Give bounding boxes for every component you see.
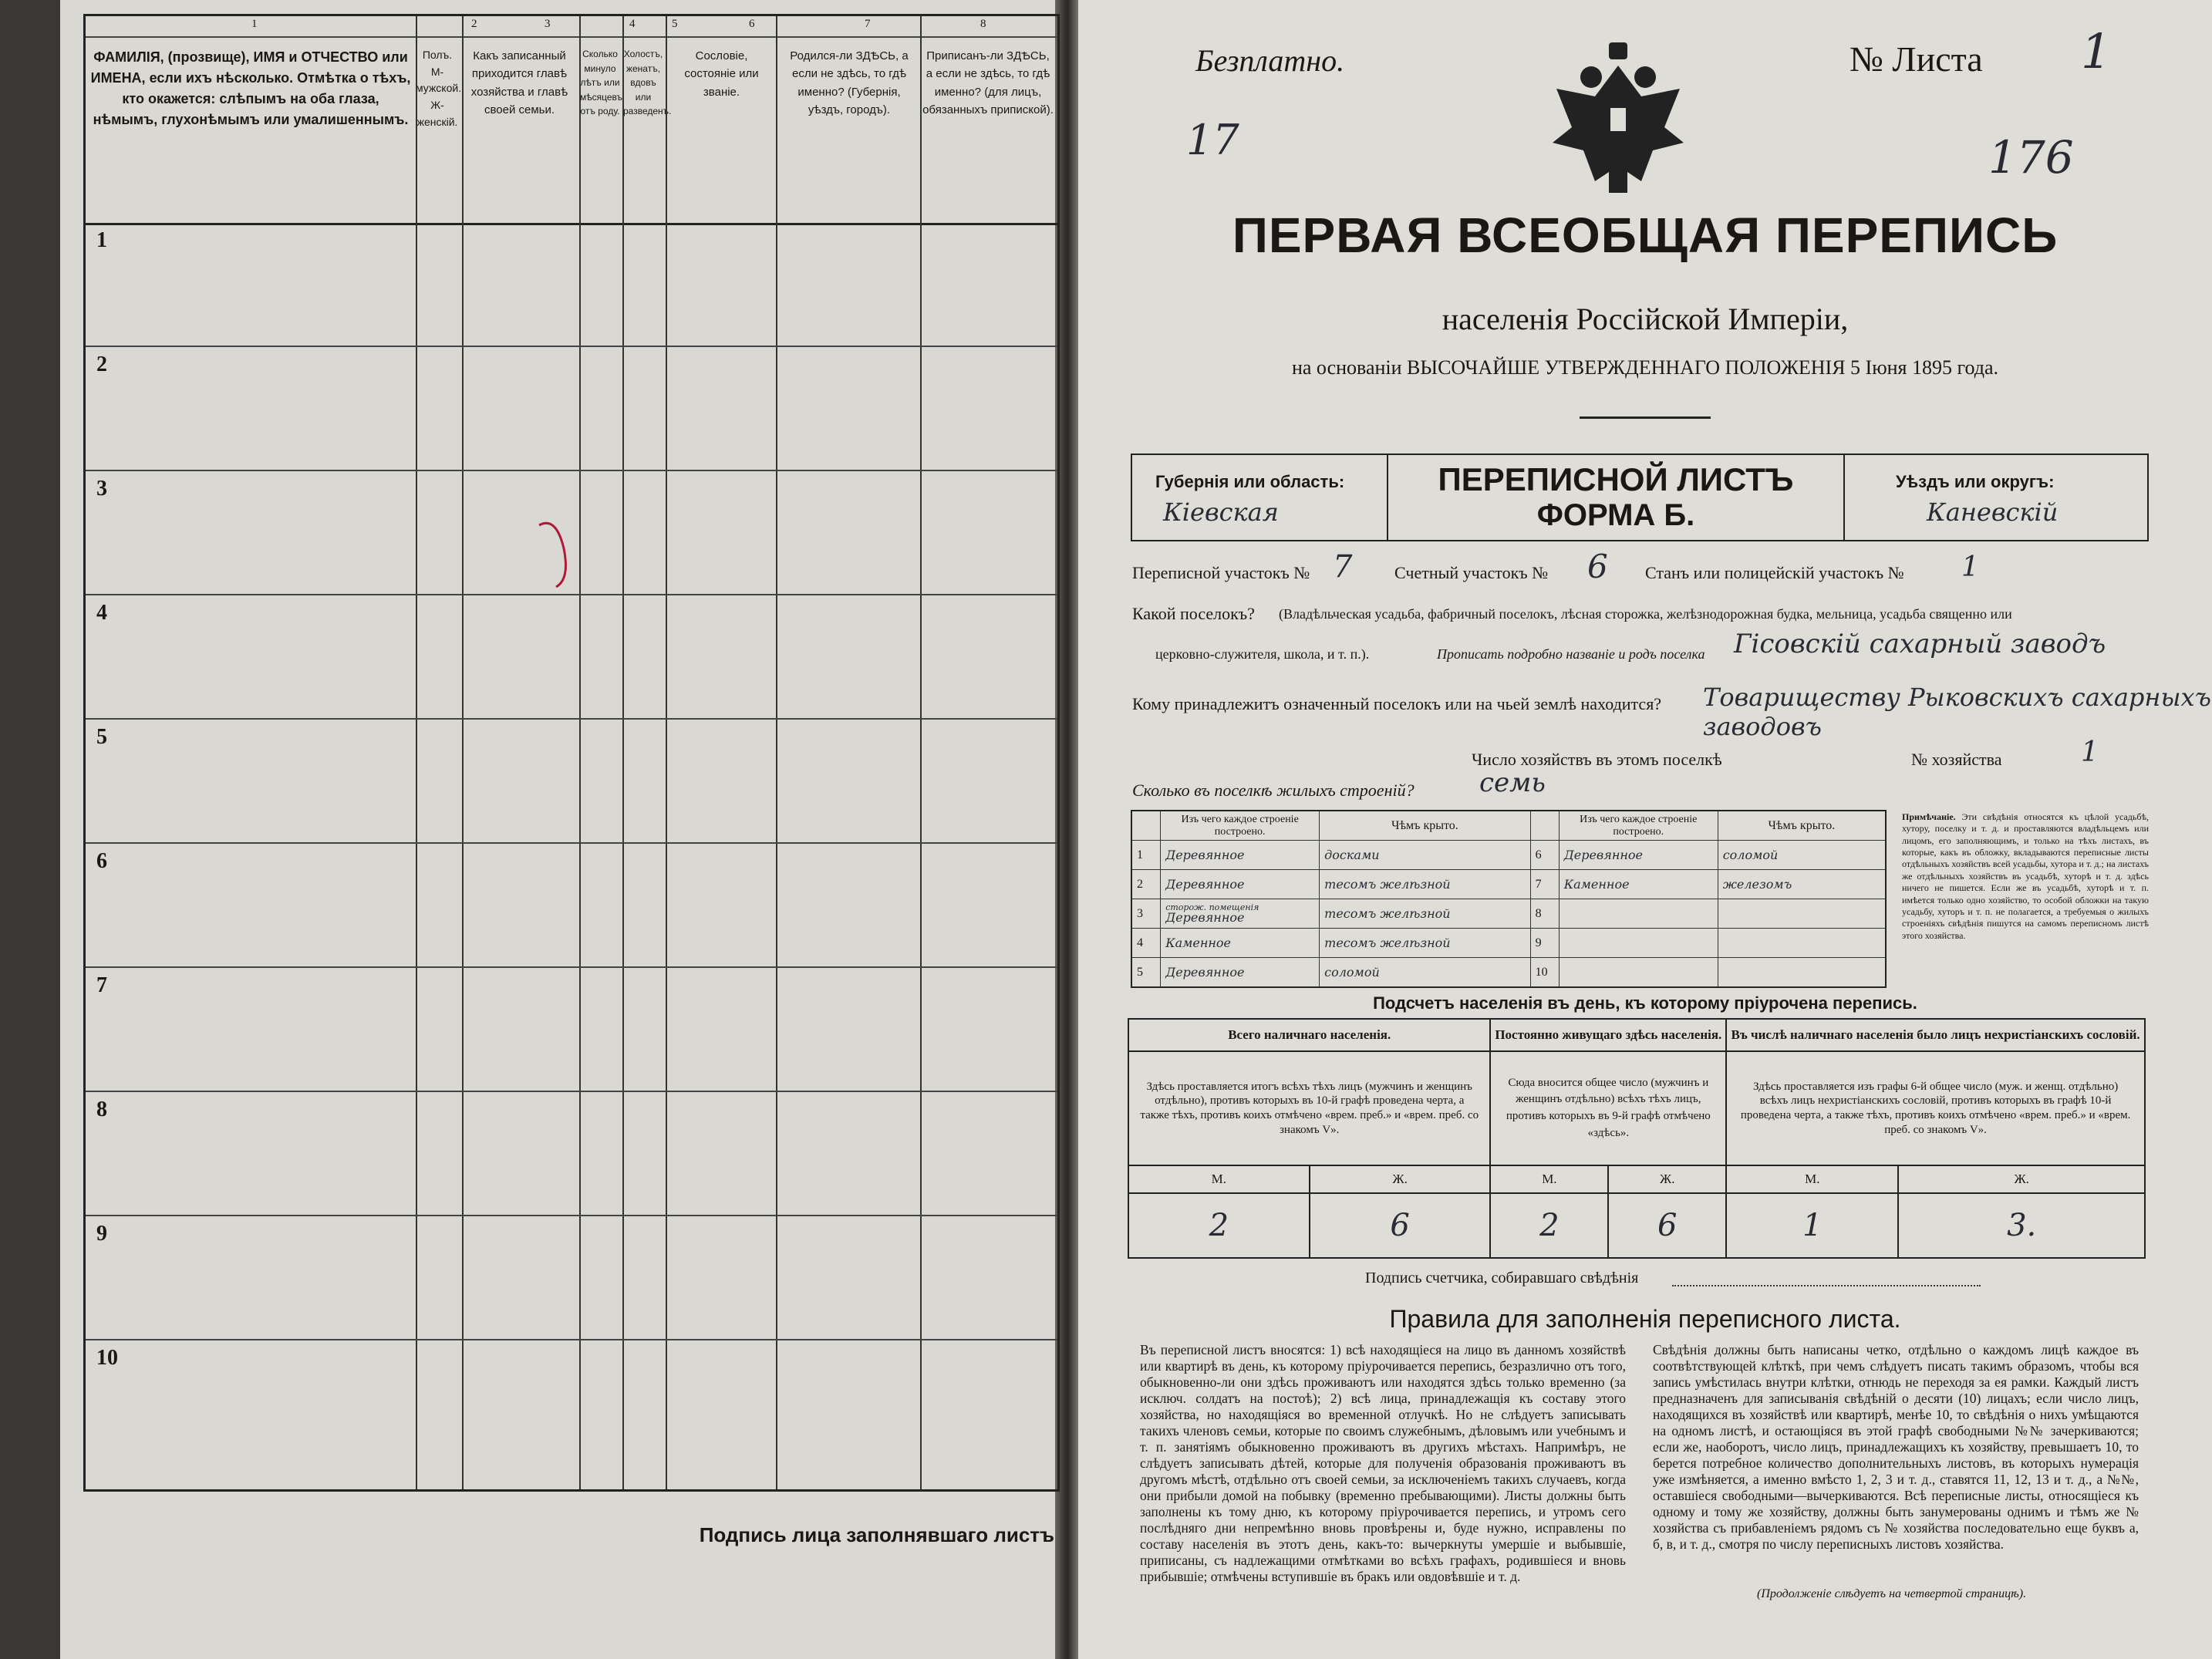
building-num: 1 — [1131, 841, 1161, 870]
pop-f: Ж. — [1608, 1165, 1726, 1193]
household-no-value: 1 — [2081, 737, 2099, 768]
form-title-box — [1387, 455, 1845, 540]
rules-left: Въ переписной листъ вносятся: 1) всѣ находящіеся на лицо въ данномъ хозяйствѣ или квартирѣ въ день, къ которому пріурочивается перепись, безразлично отъ того, обыкновенно-ли они здѣсь проживаютъ или находятся здѣсь только временно (за исключ. солдатъ на постоѣ); 2) всѣ лица, принадлежащія къ составу этого хозяйства, но находящіяся во временной отлучкѣ. Но не слѣдуетъ записывать такихъ членовъ семьи, которые по своимъ служебнымъ, дѣловымъ или учебнымъ и т. п. занятіямъ обыкновенно проживаютъ въ другихъ мѣстахъ. Напримѣръ, не слѣдуетъ записывать дѣтей, которые для полученія образованія проживаютъ въ другомъ мѣстѣ, отдѣльно отъ своей семьи, за исключеніемъ такихъ случаевъ, когда они прибыли домой на побывку (временно пребывающими). Листы должны быть заполнены къ тому дню, къ которому пріурочивается перепись, и утромъ сего послѣдняго дни непремѣнно вновь провѣрены и, буде нужно, исправлены по составу населенія въ этотъ день, какъ-то: вычеркнуты умершіе и выбывшіе, приписаны, съ надлежащими отмѣтками во всѣхъ графахъ, родившіеся и вновь прибывшіе; отмѣчены вступившіе въ бракъ или овдовѣвшіе и т. д. — [1140, 1342, 1626, 1584]
header-birthplace: Родился-ли ЗДѢСЬ, а если не здѣсь, то гдѣ именно? (Губернія, уѣздъ, городъ). — [790, 49, 909, 116]
building-num: 8 — [1530, 899, 1559, 929]
handwritten-17: 17 — [1186, 116, 1239, 164]
household-no-label: № хозяйства — [1911, 750, 2002, 769]
gubernia-value: Кіевская — [1163, 497, 1279, 527]
building-material: Деревянное — [1161, 958, 1320, 988]
building-roof — [1718, 929, 1886, 958]
col-number: 5 — [672, 18, 678, 30]
pop-value: 2 — [1128, 1193, 1310, 1258]
gubernia-label: Губернія или область: — [1155, 472, 1345, 491]
stan-value: 1 — [1961, 551, 1979, 583]
pop-m: М. — [1128, 1165, 1310, 1193]
households-label: Число хозяйствъ въ этомъ поселкѣ — [1472, 750, 1722, 769]
counter-signature-label: Подпись счетчика, собиравшаго свѣдѣнія — [1365, 1270, 1639, 1286]
header-marital: Холостъ, женатъ, вдовъ или разведенъ. — [623, 49, 672, 117]
counting-district-label: Счетный участокъ № — [1394, 563, 1549, 582]
population-title: Подсчетъ населенія въ день, къ которому пріурочена перепись. — [1373, 993, 1917, 1013]
buildings-h-roof: Чѣмъ крыто. — [1718, 811, 1886, 841]
building-roof: соломой — [1320, 958, 1530, 988]
row-number: 2 — [96, 352, 107, 376]
settlement-value: Гісовскій сахарный заводъ — [1734, 629, 2106, 659]
pop-desc: Сюда вносится общее число (мужчинъ и женщинъ отдѣльно) всѣхъ тѣхъ лицъ, противъ которыхъ въ 9-й графѣ отмѣчено «здѣсь». — [1490, 1051, 1726, 1165]
buildings-h-roof: Чѣмъ крыто. — [1320, 811, 1530, 841]
row-divider — [86, 1339, 1057, 1340]
double-headed-eagle-icon — [1549, 42, 1688, 204]
pop-value: 6 — [1608, 1193, 1726, 1258]
sheet-number-label: № Листа — [1850, 39, 1983, 79]
rules-title: Правила для заполненія переписного листа. — [1389, 1305, 1901, 1333]
building-material — [1559, 929, 1718, 958]
header-relation: Какъ записанный приходится главѣ хозяйства и главѣ своей семьи. — [470, 49, 568, 116]
col-number: 8 — [980, 18, 986, 30]
building-material — [1161, 899, 1320, 929]
row-divider — [86, 1091, 1057, 1092]
row-number: 8 — [96, 1098, 107, 1121]
right-page — [1078, 0, 2212, 1659]
settlement-instruction: Прописать подробно названіе и родъ поселка — [1437, 646, 1705, 662]
row-number: 3 — [96, 477, 107, 501]
row-divider — [86, 346, 1057, 347]
owner-question: Кому принадлежитъ означенный поселокъ или на чьей землѣ находится? — [1132, 694, 1662, 713]
building-material: Деревянное — [1161, 870, 1320, 899]
building-num: 5 — [1131, 958, 1161, 988]
pop-m: М. — [1726, 1165, 1898, 1193]
note-text: Эти свѣдѣнія относятся къ цѣлой усадьбѣ, хутору, поселку и т. д. и проставляются владѣльцемъ или лицомъ, его заполняющимъ, и только на тѣхъ листахъ, въ которые, какъ въ обложку, вкладываются переписные листы отдѣльныхъ хозяйствъ всей усадьбы, хутора и т. д.; на листахъ же отдѣльныхъ хозяйствъ въ усадьбѣ, хуторѣ и т. д. здѣсь ничего не пишется. Если же въ усадьбѣ, хуторѣ и т. п. имѣется только одно хозяйство, то особой обложки на такую усадьбу, хуторъ и т. п. не полагается, а требуемыя о жилыхъ строеніяхъ свѣдѣнія пишутся на самомъ переписномъ листѣ этого хозяйства. — [1902, 811, 2150, 941]
census-basis: на основаніи ВЫСОЧАЙШЕ УТВЕРЖДЕННАГО ПОЛОЖЕНІЯ 5 Іюня 1895 года. — [1291, 356, 1999, 379]
building-roof: тесомъ желѣзной — [1320, 870, 1530, 899]
settlement-hint-2: церковно-служителя, школа, и т. п.). — [1155, 646, 1370, 662]
persons-table-header — [86, 16, 1057, 225]
sheet-number-value: 1 — [2081, 23, 2112, 79]
building-num: 4 — [1131, 929, 1161, 958]
uezd-value: Каневскій — [1927, 497, 2059, 527]
census-district-label: Переписной участокъ № — [1132, 563, 1310, 582]
col-number: 3 — [545, 18, 551, 30]
settlement-hint: (Владѣльческая усадьба, фабричный поселокъ, лѣсная сторожка, желѣзнодорожная будка, мельница, усадьба священно или — [1279, 606, 2012, 622]
building-roof: железомъ — [1718, 870, 1886, 899]
building-num: 10 — [1530, 958, 1559, 988]
row-number: 7 — [96, 973, 107, 997]
pop-desc: Здѣсь проставляется изъ графы 6-й общее число (муж. и женщ. отдѣльно) всѣхъ лицъ нехристіанскихъ сословій, противъ которыхъ въ графѣ 10-й проведена черта, а также тѣхъ, противъ коихъ отмѣчено «врем. преб.» и «врем. преб. со знакомъ V». — [1726, 1051, 2145, 1165]
building-roof: досками — [1320, 841, 1530, 870]
building-roof: тесомъ желѣзной — [1320, 899, 1530, 929]
counting-district-value: 6 — [1587, 548, 1608, 585]
row-number: 6 — [96, 849, 107, 873]
pop-header: Въ числѣ наличнаго населенія было лицъ нехристіанскихъ сословій. — [1726, 1019, 2145, 1051]
building-material — [1559, 958, 1718, 988]
building-roof — [1718, 899, 1886, 929]
census-subtitle: населенія Россійской Имперіи, — [1442, 302, 1849, 336]
building-material: Каменное — [1161, 929, 1320, 958]
pop-f: Ж. — [1898, 1165, 2145, 1193]
col-number: 4 — [629, 18, 636, 30]
building-roof: тесомъ желѣзной — [1320, 929, 1530, 958]
buildings-note — [1902, 811, 2149, 942]
left-page — [60, 0, 1055, 1659]
row-divider — [86, 470, 1057, 471]
col-number: 6 — [749, 18, 755, 30]
row-number: 9 — [96, 1222, 107, 1246]
divider-rule — [1580, 416, 1711, 419]
pop-header: Постоянно живущаго здѣсь населенія. — [1490, 1019, 1726, 1051]
header-sex: Полъ. М-мужской. Ж-женскій. — [416, 49, 462, 128]
building-material — [1559, 899, 1718, 929]
col-number: 2 — [471, 18, 477, 30]
pop-value: 6 — [1310, 1193, 1491, 1258]
census-district-value: 7 — [1333, 549, 1353, 585]
building-roof: соломой — [1718, 841, 1886, 870]
handwritten-176: 176 — [1988, 131, 2074, 184]
building-material: Каменное — [1559, 870, 1718, 899]
col-divider — [416, 16, 417, 1489]
persons-table — [83, 14, 1060, 1546]
row-number: 4 — [96, 601, 107, 625]
buildings-table — [1131, 810, 1887, 988]
building-num: 6 — [1530, 841, 1559, 870]
header-name: ФАМИЛІЯ, (прозвище), ИМЯ и ОТЧЕСТВО или ИМЕНА, если ихъ нѣсколько. Отмѣтка о тѣхъ, кто окажется: слѣпымъ на оба глаза, нѣмымъ, глухонѣмымъ или умалишеннымъ. — [90, 49, 411, 127]
col-divider — [666, 16, 667, 1489]
form-header-box — [1131, 454, 2149, 541]
pop-value: 1 — [1726, 1193, 1898, 1258]
form-title: ПЕРЕПИСНОЙ ЛИСТЪ — [1438, 461, 1794, 497]
building-material: Деревянное — [1559, 841, 1718, 870]
building-note: сторож. помещенія — [1165, 902, 1259, 912]
red-pencil-mark — [533, 510, 579, 595]
note-title: Примѣчаніе. — [1902, 811, 1956, 822]
form-subtitle: ФОРМА Б. — [1536, 498, 1695, 532]
row-number: 5 — [96, 725, 107, 749]
row-divider — [86, 842, 1057, 844]
population-table — [1128, 1018, 2146, 1259]
header-age: Сколько минуло лѣтъ или мѣсяцевъ отъ роду. — [580, 49, 622, 117]
pop-desc: Здѣсь проставляется итогъ всѣхъ тѣхъ лицъ (мужчинъ и женщинъ отдѣльно), противъ которыхъ въ 10-й графѣ проведена черта, а также тѣхъ, противъ коихъ отмѣчено «врем. преб.» и «врем. преб. со знакомъ V». — [1128, 1051, 1490, 1165]
building-num: 7 — [1530, 870, 1559, 899]
building-num: 3 — [1131, 899, 1161, 929]
col-divider — [622, 16, 624, 1489]
uezd-label: Уѣздъ или округъ: — [1896, 472, 2055, 491]
col-number: 1 — [251, 18, 258, 30]
settlement-question: Какой поселокъ? — [1132, 604, 1255, 623]
buildings-label: Сколько въ поселкѣ жилыхъ строеній? — [1132, 781, 1415, 800]
buildings-value: семь — [1479, 767, 1546, 798]
free-label: Безплатно. — [1195, 43, 1345, 78]
row-divider — [86, 718, 1057, 720]
pop-m: М. — [1490, 1165, 1608, 1193]
col-divider — [579, 16, 581, 1489]
census-title: ПЕРВАЯ ВСЕОБЩАЯ ПЕРЕПИСЬ — [1232, 207, 2059, 263]
signature-label-left: Подпись лица заполнявшаго листъ — [699, 1523, 1054, 1546]
building-num: 2 — [1131, 870, 1161, 899]
row-divider — [86, 1215, 1057, 1216]
pop-header: Всего наличнаго населенія. — [1128, 1019, 1490, 1051]
rules-right: Свѣдѣнія должны быть написаны четко, отдѣльно о каждомъ лицѣ каждое въ соотвѣтствующей клѣткѣ, при чемъ слѣдуетъ писать такимъ образомъ, чтобы вся запись умѣстилась внутри клѣтки, отнюдь не переходя за ея рамки. Каждый листъ предназначенъ для записыванія свѣдѣній о десяти (10) лицахъ; если число лицъ, находящихся въ хозяйствѣ или квартирѣ, менѣе 10, то свѣдѣнія о нихъ умѣщаются на одномъ листѣ, и остающіяся въ этой графѣ свободными №№ зачеркиваются; если же, наоборотъ, число лицъ, принадлежащихъ къ хозяйству, превышаетъ 10, то берется потребное количество дополнительныхъ листовъ, въ которыхъ нумерація уже измѣняется, а именно вмѣсто 1, 2, 3 и т. д., ставятся 11, 12, 13 и т. д., а №№, оставшіеся свободными—вычеркиваются. Всѣ переписные листы, относящіеся къ одному и тому же хозяйству, должны быть занумерованы однимъ и тѣмъ же № хозяйства съ прибавленіемъ рядомъ съ № хозяйства последовательно еще буквъ а, б, в, и т. д., смотря по числу переписныхъ листовъ хозяйства. — [1653, 1342, 2139, 1552]
header-registered: Приписанъ-ли ЗДѢСЬ, а если не здѣсь, то гдѣ именно? (для лицъ, обязанныхъ припиской). — [922, 49, 1054, 116]
col-number: 7 — [865, 18, 871, 30]
col-divider — [920, 16, 922, 1489]
pop-value: 3. — [1898, 1193, 2145, 1258]
buildings-h-material: Изъ чего каждое строеніе построено. — [1559, 811, 1718, 841]
header-estate: Сословіе, состояніе или званіе. — [684, 49, 759, 99]
building-roof — [1718, 958, 1886, 988]
owner-value: Товариществу Рыковскихъ сахарныхъ заводовъ — [1703, 683, 2211, 741]
header-divider — [86, 36, 1057, 38]
stan-label: Станъ или полицейскій участокъ № — [1645, 563, 1904, 582]
row-number: 10 — [96, 1346, 118, 1370]
col-divider — [776, 16, 777, 1489]
row-number: 1 — [96, 228, 107, 252]
building-num: 9 — [1530, 929, 1559, 958]
col-divider — [462, 16, 464, 1489]
building-material: Деревянное — [1161, 841, 1320, 870]
building-material-text: Деревянное — [1165, 910, 1245, 925]
buildings-h-material: Изъ чего каждое строеніе построено. — [1161, 811, 1320, 841]
counter-signature-line — [1672, 1285, 1981, 1286]
row-divider — [86, 966, 1057, 968]
pop-f: Ж. — [1310, 1165, 1491, 1193]
pop-value: 2 — [1490, 1193, 1608, 1258]
continued-note: (Продолженіе слѣдуетъ на четвертой страницѣ). — [1757, 1587, 2027, 1600]
